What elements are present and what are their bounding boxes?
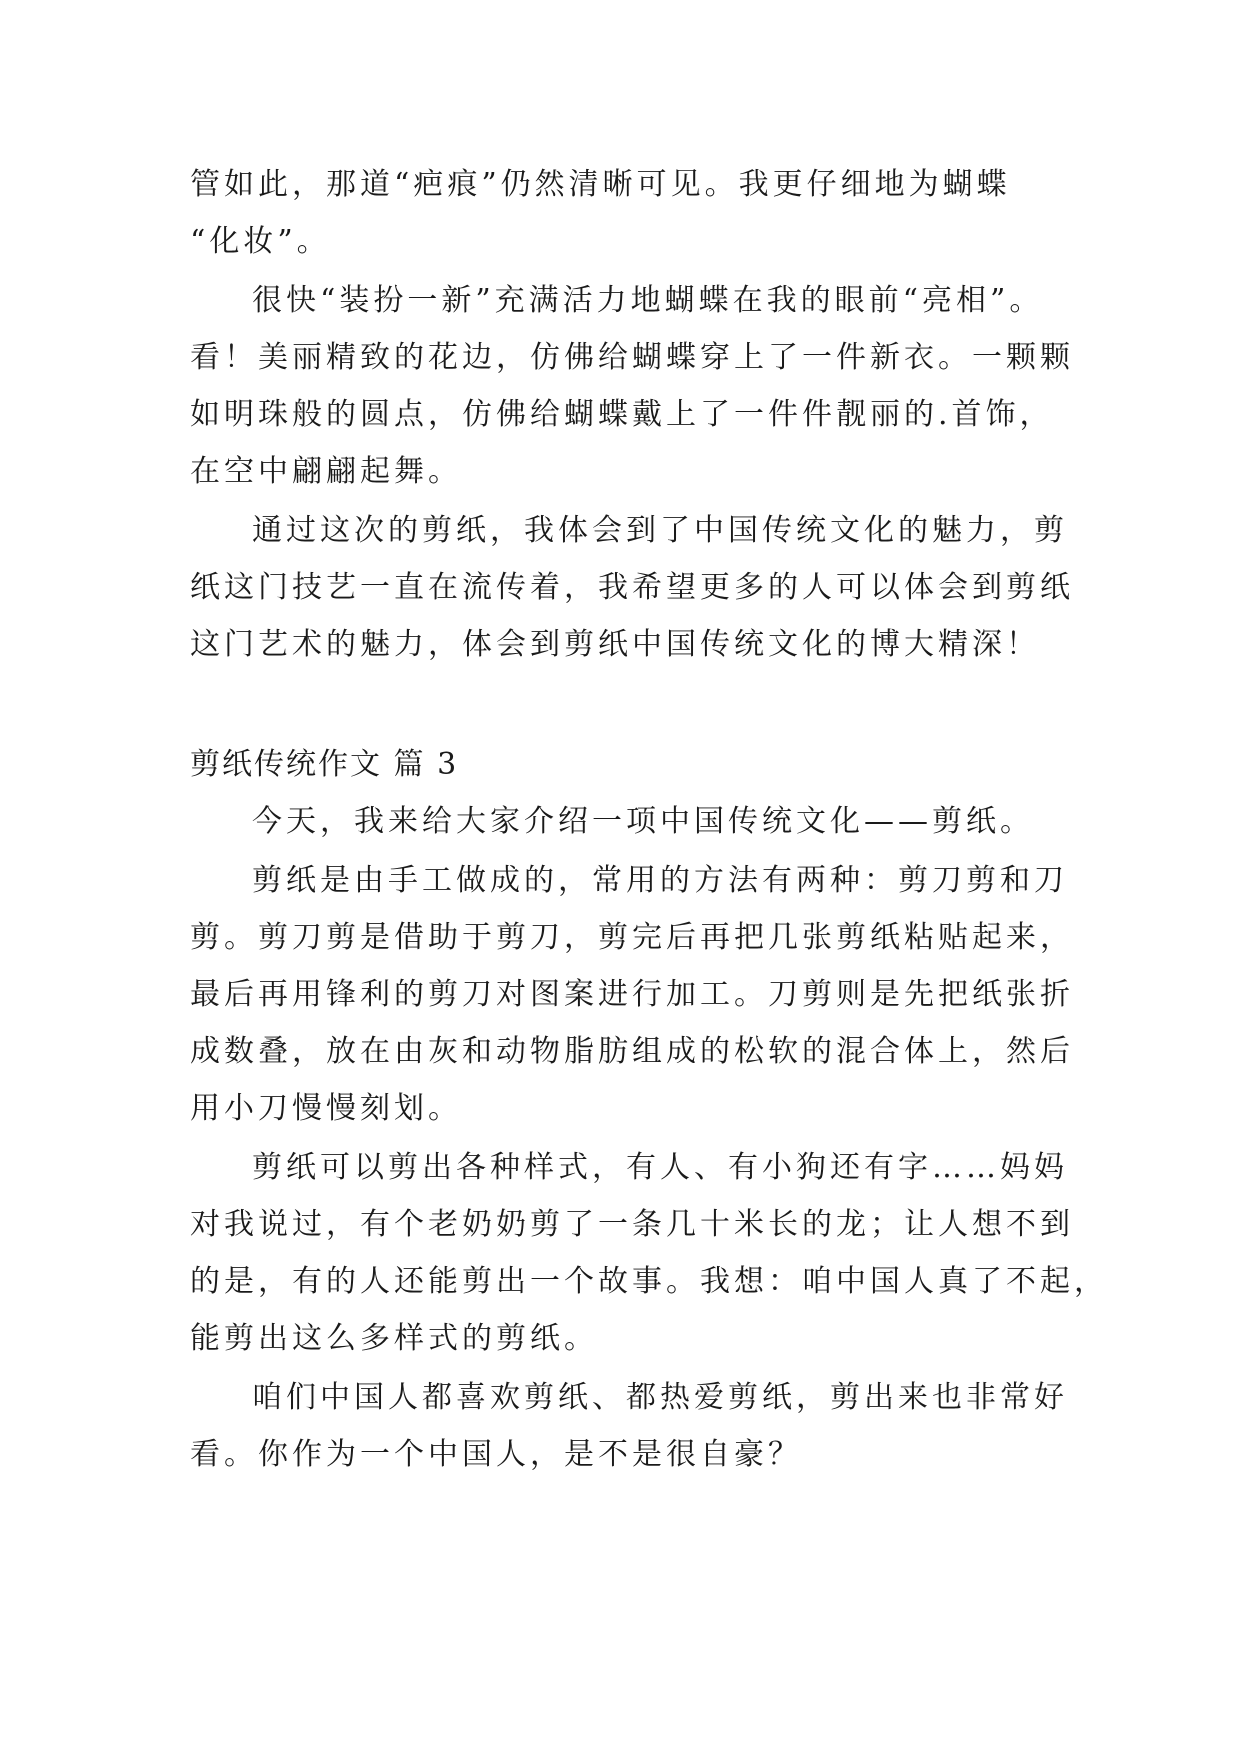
text-line: 剪。剪刀剪是借助于剪刀，剪完后再把几张剪纸粘贴起来， [190, 920, 1074, 955]
text-line: 成数叠，放在由灰和动物脂肪组成的松软的混合体上，然后 [190, 1034, 1074, 1069]
paragraph-first-line: 咱们中国人都喜欢剪纸、都热爱剪纸，剪出来也非常好 [252, 1380, 1068, 1415]
text-line: 看。你作为一个中国人，是不是很自豪？ [190, 1437, 802, 1472]
paragraph-first-line: 剪纸可以剪出各种样式，有人、有小狗还有字……妈妈 [252, 1150, 1068, 1185]
text-line: 看！美丽精致的花边，仿佛给蝴蝶穿上了一件新衣。一颗颗 [190, 340, 1074, 375]
text-line: “化妆”。 [190, 224, 331, 259]
text-line: 的是，有的人还能剪出一个故事。我想：咱中国人真了不起， [190, 1264, 1108, 1299]
paragraph-first-line: 很快“装扮一新”充满活力地蝴蝶在我的眼前“亮相”。 [252, 283, 1044, 318]
text-line: 用小刀慢慢刻划。 [190, 1091, 462, 1126]
text-line: 这门艺术的魅力，体会到剪纸中国传统文化的博大精深！ [190, 627, 1040, 662]
text-line: 在空中翩翩起舞。 [190, 454, 462, 489]
text-line: 管如此，那道“疤痕”仍然清晰可见。我更仔细地为蝴蝶 [190, 167, 1011, 202]
text-line: 最后再用锋利的剪刀对图案进行加工。刀剪则是先把纸张折 [190, 977, 1074, 1012]
text-line: 能剪出这么多样式的剪纸。 [190, 1321, 598, 1356]
paragraph-first-line: 剪纸是由手工做成的，常用的方法有两种：剪刀剪和刀 [252, 863, 1068, 898]
paragraph-first-line: 通过这次的剪纸，我体会到了中国传统文化的魅力，剪 [252, 513, 1068, 548]
section-heading: 剪纸传统作文 篇 3 [190, 747, 459, 782]
paragraph-first-line: 今天，我来给大家介绍一项中国传统文化——剪纸。 [252, 804, 1034, 839]
text-line: 如明珠般的圆点，仿佛给蝴蝶戴上了一件件靓丽的.首饰， [190, 397, 1054, 432]
text-line: 对我说过，有个老奶奶剪了一条几十米长的龙；让人想不到 [190, 1207, 1074, 1242]
text-line: 纸这门技艺一直在流传着，我希望更多的人可以体会到剪纸 [190, 570, 1074, 605]
